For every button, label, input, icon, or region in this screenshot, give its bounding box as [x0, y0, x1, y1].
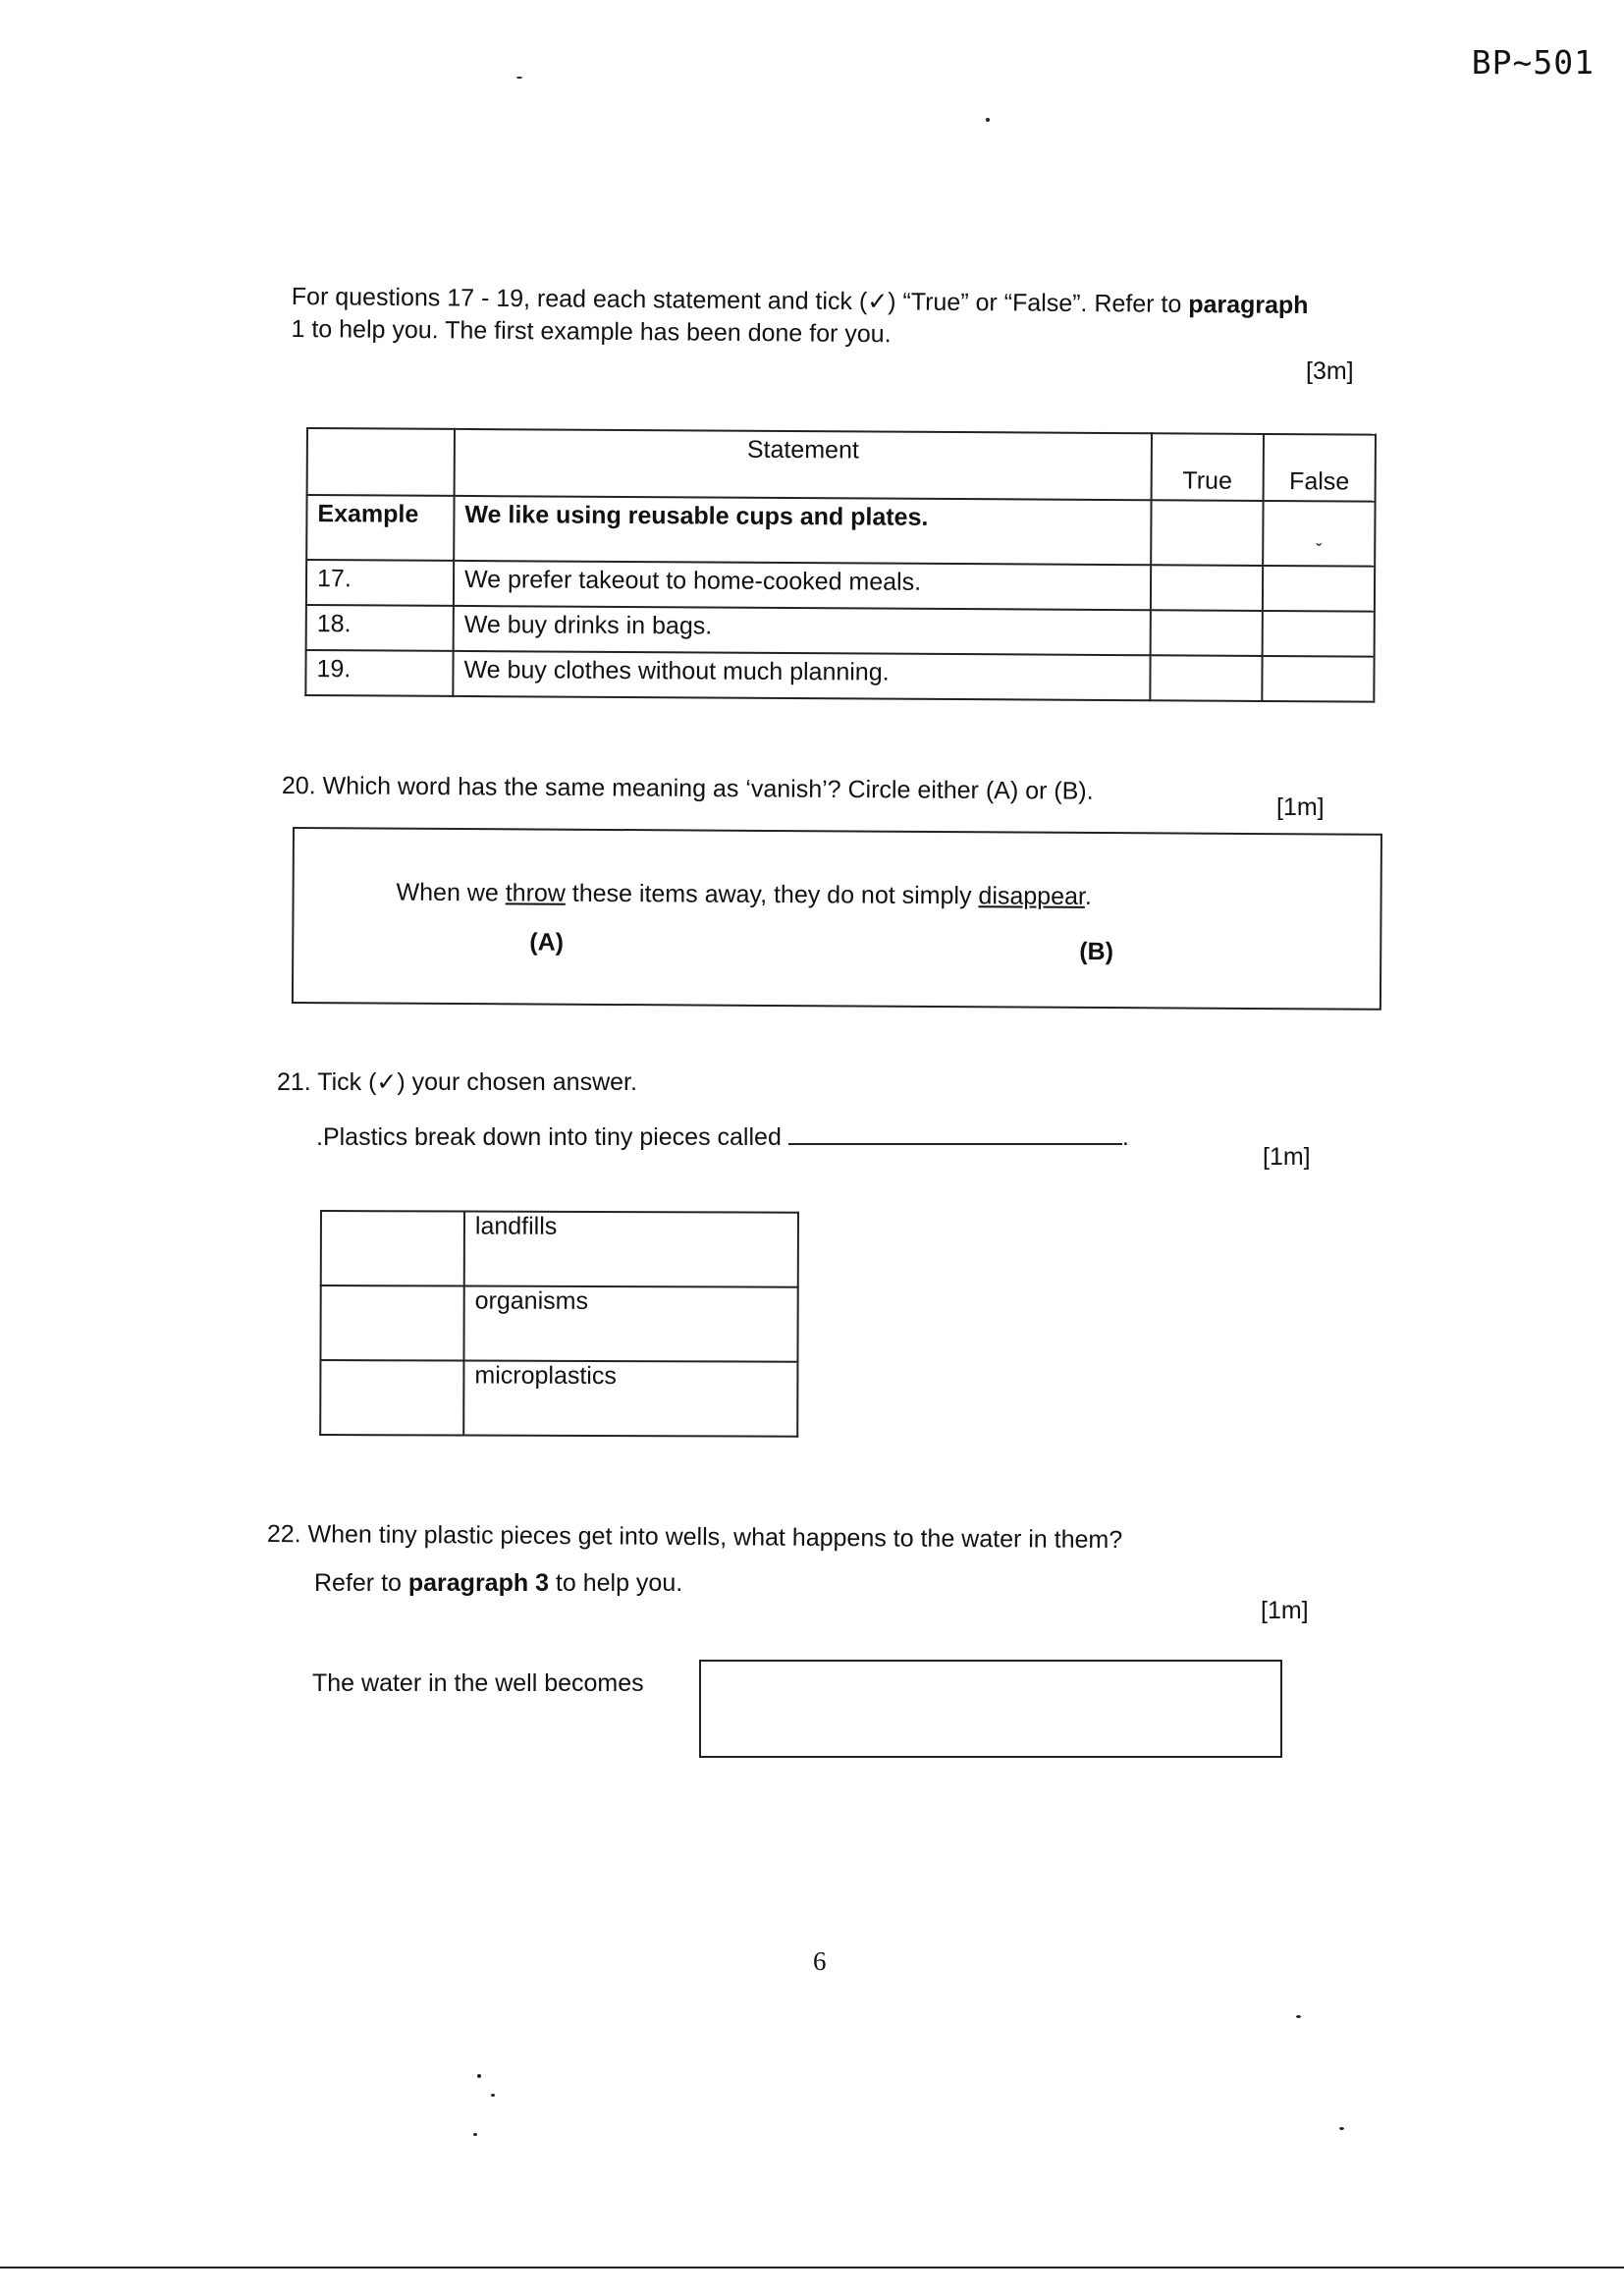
q21-options-table	[319, 1210, 799, 1438]
q21-sentence-text: .Plastics break down into tiny pieces called	[316, 1123, 782, 1151]
instruction-text-1: For questions 17 - 19, read each statement and tick (✓) “True” or “False”. Refer to	[291, 282, 1182, 318]
q17-19-instruction	[291, 281, 1450, 355]
example-statement: We like using reusable cups and plates.	[454, 496, 1151, 565]
paper-code: BP~501	[1471, 43, 1595, 82]
q20-box	[292, 827, 1382, 1011]
row-statement: We buy drinks in bags.	[454, 606, 1151, 655]
answer-box[interactable]	[699, 1660, 1282, 1758]
option-row	[320, 1285, 797, 1362]
q22-question: 22. When tiny plastic pieces get into wells, what happens to the water in them?	[266, 1520, 1123, 1555]
example-false-tick[interactable]: ˇ	[1263, 501, 1375, 567]
false-cell-17[interactable]	[1263, 566, 1375, 612]
q20-question: 20. Which word has the same meaning as ‘vanish’? Circle either (A) or (B).	[281, 771, 1094, 805]
tick-cell-organisms[interactable]	[320, 1285, 463, 1361]
refer-text-2: to help you.	[548, 1569, 683, 1597]
scan-speck	[477, 2074, 481, 2078]
false-cell-19[interactable]	[1262, 656, 1374, 702]
table-row-18	[306, 605, 1375, 657]
scan-speck	[516, 77, 522, 79]
instruction-bold: paragraph	[1188, 290, 1309, 320]
example-true-cell[interactable]	[1151, 500, 1263, 566]
scan-speck	[491, 2094, 495, 2097]
row-statement: We prefer takeout to home-cooked meals.	[454, 561, 1151, 610]
header-false: False	[1264, 434, 1376, 502]
word-b[interactable]: disappear	[978, 882, 1085, 910]
option-row	[321, 1211, 798, 1287]
true-cell-17[interactable]	[1151, 565, 1263, 611]
refer-text-1: Refer to	[314, 1569, 408, 1597]
row-number: 17.	[306, 560, 454, 606]
true-cell-18[interactable]	[1151, 610, 1263, 656]
row-number: 19.	[305, 650, 453, 696]
answer-blank-line	[788, 1121, 1122, 1145]
option-label: landfills	[464, 1212, 798, 1287]
q21-sentence	[316, 1121, 1129, 1154]
q20-sentence	[396, 877, 1091, 913]
row-statement: We buy clothes without much planning.	[453, 651, 1150, 700]
option-label: organisms	[463, 1286, 797, 1362]
sentence-end: .	[1084, 882, 1092, 910]
label-a[interactable]: (A)	[529, 928, 565, 957]
sentence-pre: When we	[396, 878, 506, 907]
tick-cell-landfills[interactable]	[321, 1211, 464, 1286]
header-true: True	[1152, 433, 1264, 501]
table-row-17	[306, 560, 1375, 612]
footer-rule	[0, 2267, 1624, 2269]
sentence-mid: these items away, they do not simply	[565, 879, 979, 910]
q21-marks: [1m]	[1263, 1143, 1311, 1171]
q17-19-marks: [3m]	[1306, 357, 1354, 385]
answer-prompt: The water in the well becomes	[312, 1669, 644, 1697]
table-header-row	[307, 428, 1376, 502]
header-statement: Statement	[455, 429, 1152, 500]
scan-speck	[1339, 2127, 1344, 2130]
scan-speck	[1296, 2015, 1301, 2018]
q21-sentence-end: .	[1121, 1123, 1129, 1151]
q22-marks: [1m]	[1261, 1597, 1309, 1624]
tick-cell-microplastics[interactable]	[320, 1360, 463, 1436]
page-number: 6	[813, 1946, 827, 1976]
false-cell-18[interactable]	[1263, 611, 1375, 657]
true-cell-19[interactable]	[1150, 655, 1262, 701]
option-label: microplastics	[463, 1361, 797, 1437]
true-false-table	[304, 427, 1377, 703]
instruction-text-2: 1 to help you. The first example has been done for you.	[291, 314, 892, 348]
q21-question: 21. Tick (✓) your chosen answer.	[277, 1068, 637, 1096]
option-row	[320, 1360, 797, 1437]
label-b[interactable]: (B)	[1079, 937, 1114, 966]
header-blank	[307, 428, 455, 496]
example-label: Example	[306, 495, 454, 561]
example-row	[306, 495, 1375, 567]
table-row-19	[305, 650, 1374, 702]
refer-bold: paragraph 3	[407, 1569, 549, 1597]
scan-speck	[473, 2133, 477, 2136]
row-number: 18.	[306, 605, 454, 651]
q20-marks: [1m]	[1276, 793, 1325, 821]
word-a[interactable]: throw	[505, 879, 566, 907]
q22-refer	[314, 1567, 682, 1600]
scan-speck	[986, 118, 990, 122]
